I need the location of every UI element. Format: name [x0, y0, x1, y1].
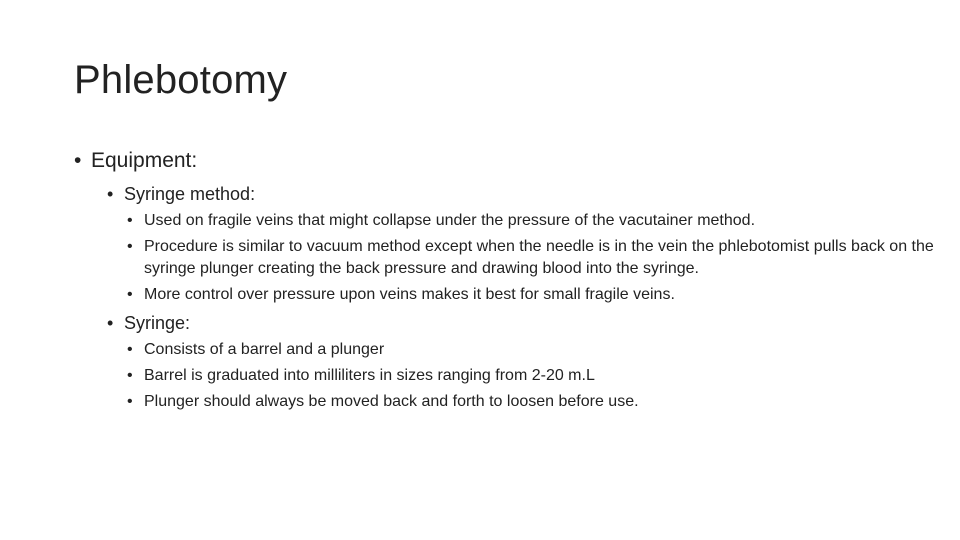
list-item: [127, 210, 934, 232]
subsection-label: Syringe method:: [124, 184, 256, 204]
bullet-icon: •: [107, 313, 114, 333]
bullet-icon: •: [127, 238, 133, 255]
list-item-syringe-method: [107, 181, 934, 306]
list-item: [127, 391, 934, 413]
list-item-equipment: [74, 146, 934, 413]
sub-list: [107, 181, 934, 413]
bullet-icon: •: [74, 149, 82, 172]
point-text: Plunger should always be moved back and forth to loosen before use.: [144, 393, 639, 410]
point-text: Consists of a barrel and a plunger: [144, 341, 385, 358]
point-list: [127, 210, 934, 306]
bullet-icon: •: [127, 286, 133, 303]
bullet-icon: •: [127, 341, 133, 358]
list-item: [127, 236, 934, 280]
list-item: [127, 284, 934, 306]
list-item: [127, 365, 934, 387]
point-text: Barrel is graduated into milliliters in sizes ranging from 2-20 m.L: [144, 367, 595, 384]
bullet-icon: •: [127, 393, 133, 410]
point-text: More control over pressure upon veins makes it best for small fragile veins.: [144, 286, 675, 303]
list-item: [127, 339, 934, 361]
bullet-row: [74, 146, 934, 176]
point-text: Used on fragile veins that might collapse under the pressure of the vacutainer method.: [144, 212, 756, 229]
bullet-row: [107, 310, 934, 337]
section-label: Equipment:: [91, 149, 198, 172]
bullet-icon: •: [107, 184, 114, 204]
point-text: Procedure is similar to vacuum method except when the needle is in the vein the phlebotomist pulls back on the syringe plunger creating the back pressure and drawing blood into the syringe.: [144, 238, 934, 277]
point-list: [127, 339, 934, 413]
subsection-label: Syringe:: [124, 313, 191, 333]
content-list: [74, 146, 934, 417]
slide-title: Phlebotomy: [74, 58, 288, 102]
bullet-icon: •: [127, 367, 133, 384]
list-item-syringe: [107, 310, 934, 413]
bullet-row: [107, 181, 934, 208]
bullet-icon: •: [127, 212, 133, 229]
